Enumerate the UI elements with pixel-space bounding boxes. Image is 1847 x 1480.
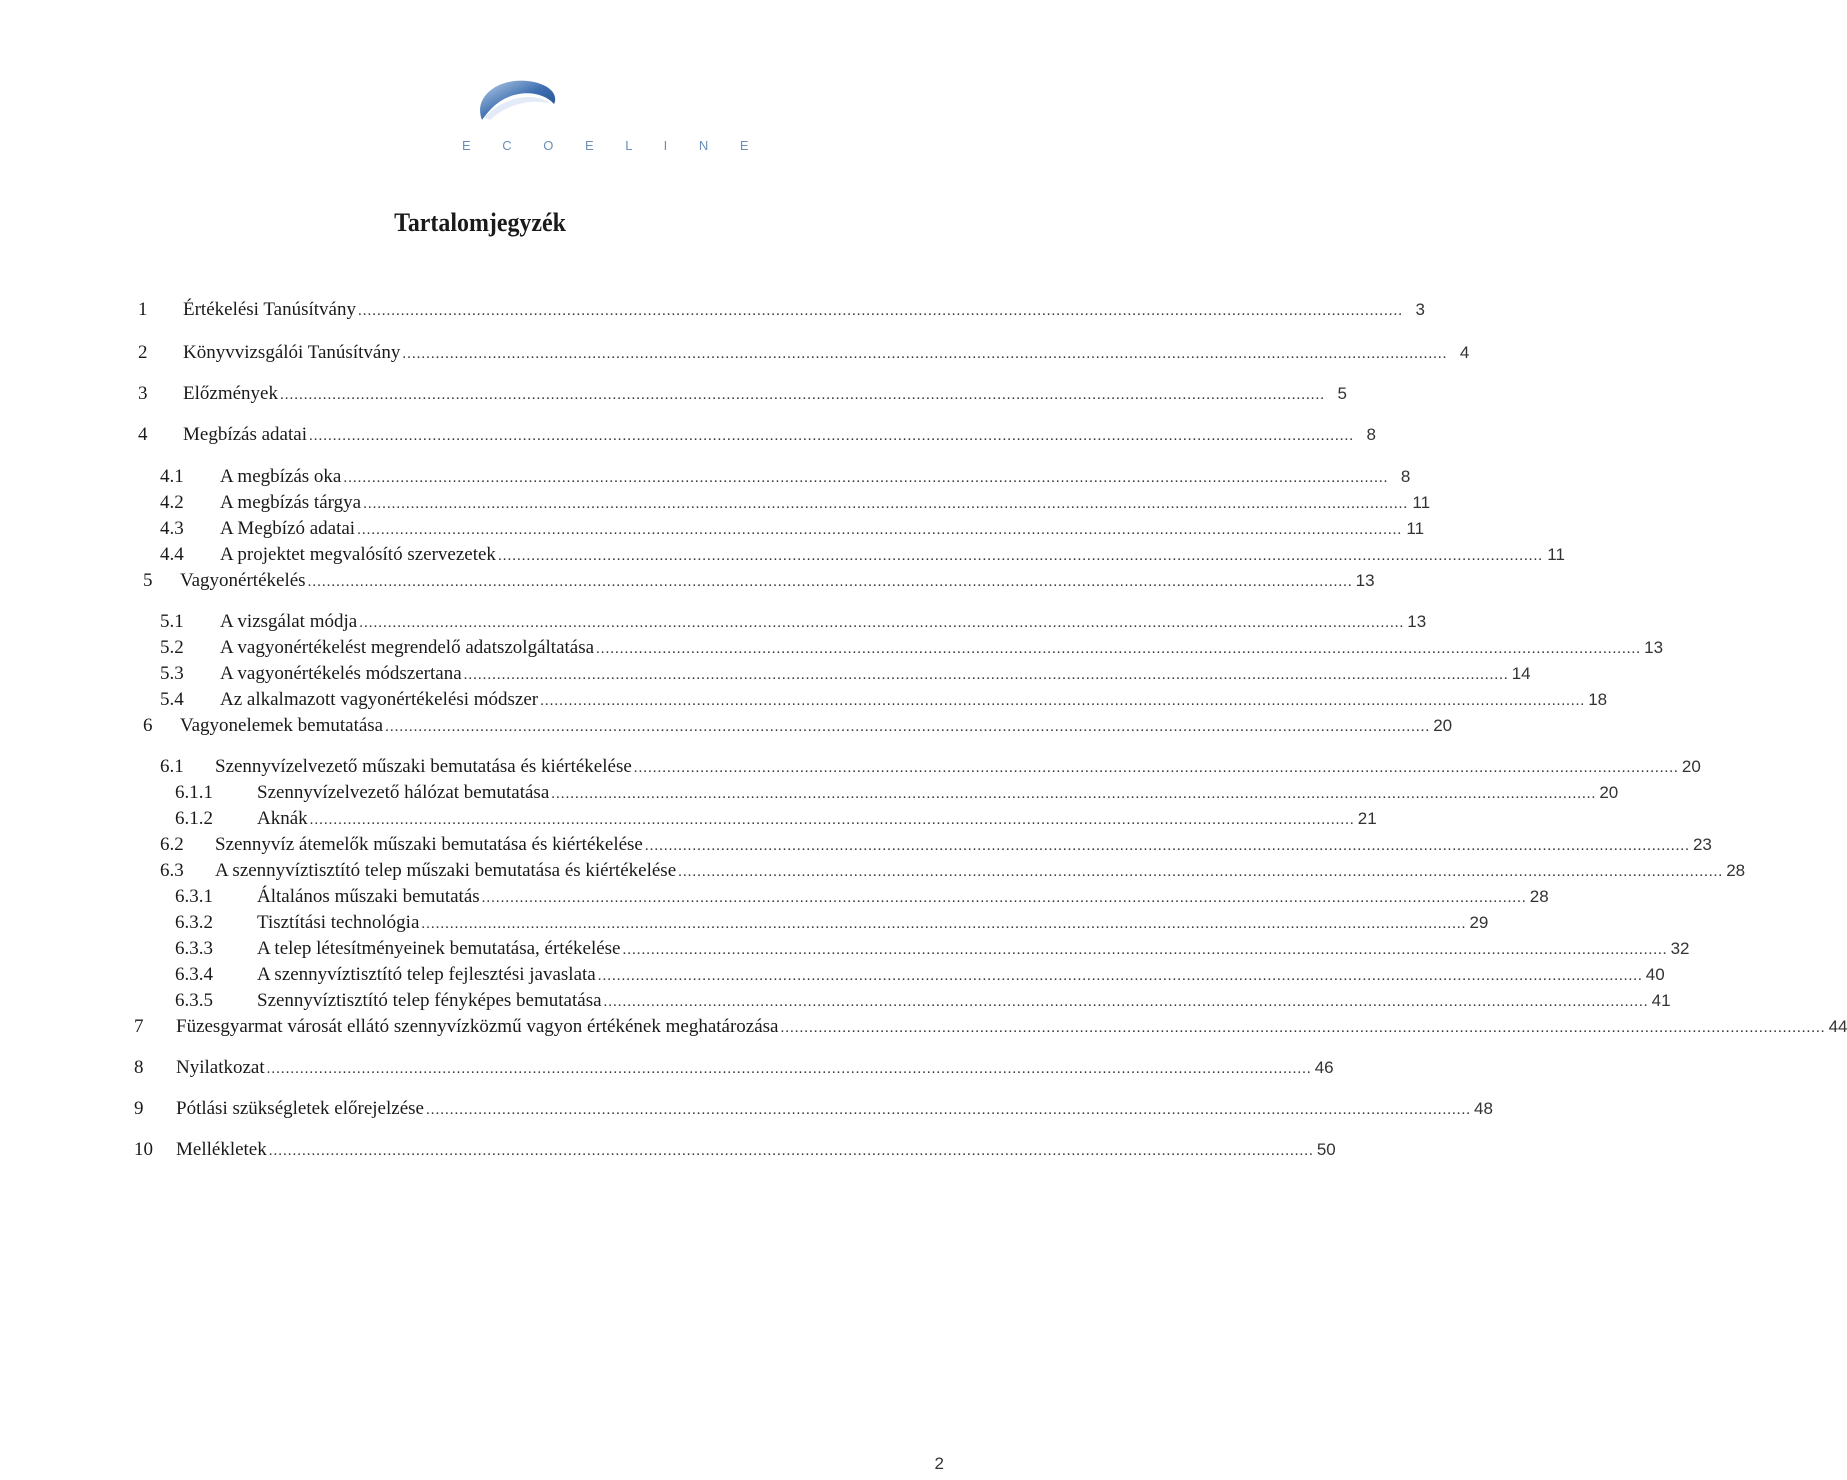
toc-entry-number: 4: [138, 424, 148, 445]
toc-entry-label: Szennyvízelvezető műszaki bemutatása és kiértékelése: [215, 756, 632, 777]
toc-entry-label: A vagyonértékelést megrendelő adatszolgáltatása: [220, 637, 595, 658]
toc-entry-label: Aknák: [257, 808, 308, 829]
logo-wordmark: E C O E L I N E: [462, 138, 763, 153]
toc-entry-page: 44: [1828, 1017, 1847, 1036]
toc-entry-label: Szennyvízelvezető hálózat bemutatása: [257, 782, 550, 803]
dot-leader: ............................................................................................................................................................................................................................: [597, 968, 1643, 984]
toc-entry-page: 20: [1433, 716, 1453, 735]
toc-entry-label: Tisztítási technológia: [257, 912, 420, 933]
toc-entry[interactable]: [0, 661, 1531, 687]
toc-entry-label: A megbízás oka: [220, 466, 342, 487]
dot-leader: ............................................................................................................................................................................................................................: [279, 387, 1325, 403]
toc-entry-number: 4.2: [160, 492, 184, 513]
dot-leader: ............................................................................................................................................................................................................................: [463, 667, 1509, 683]
toc-entry-number: 6.1: [160, 756, 184, 777]
toc-entry-number: 1: [138, 299, 148, 320]
toc-entry-number: 5.4: [160, 689, 184, 710]
toc-entry-label: Vagyonelemek bemutatása: [180, 715, 384, 736]
dot-leader: ............................................................................................................................................................................................................................: [596, 641, 1642, 657]
dot-leader: ............................................................................................................................................................................................................................: [481, 890, 1527, 906]
toc-entry-label: A szennyvíztisztító telep műszaki bemutatása és kiértékelése: [215, 860, 677, 881]
toc-entry-page: 46: [1314, 1058, 1334, 1077]
dot-leader: ............................................................................................................................................................................................................................: [678, 864, 1724, 880]
toc-entry-number: 6.3.1: [175, 886, 213, 907]
toc-entry-number: 5.3: [160, 663, 184, 684]
dot-leader: ............................................................................................................................................................................................................................: [359, 615, 1405, 631]
toc-entry[interactable]: [0, 988, 1671, 1014]
dot-leader: ............................................................................................................................................................................................................................: [363, 496, 1409, 512]
toc-entry-number: 7: [134, 1016, 144, 1037]
dot-leader: ............................................................................................................................................................................................................................: [402, 346, 1448, 362]
toc-entry-number: 10: [134, 1139, 153, 1160]
toc-entry-page: 20: [1599, 783, 1619, 802]
toc-entry[interactable]: [0, 858, 1746, 884]
toc-entry-number: 4.4: [160, 544, 184, 565]
toc-entry[interactable]: [0, 884, 1549, 910]
dot-leader: ............................................................................................................................................................................................................................: [357, 303, 1403, 319]
toc-entry-page: 40: [1645, 965, 1665, 984]
toc-entry-page: 29: [1469, 913, 1489, 932]
toc-entry-label: A telep létesítményeinek bemutatása, értékelése: [257, 938, 621, 959]
toc-entry-number: 3: [138, 383, 148, 404]
toc-entry-number: 6.3.3: [175, 938, 213, 959]
dot-leader: ............................................................................................................................................................................................................................: [421, 916, 1467, 932]
toc-entry-page: 11: [1406, 519, 1425, 538]
toc-entry-label: A szennyvíztisztító telep fejlesztési javaslata: [257, 964, 596, 985]
toc-entry-page: 23: [1692, 835, 1712, 854]
toc-entry-number: 6.3.2: [175, 912, 213, 933]
dot-leader: ............................................................................................................................................................................................................................: [633, 760, 1679, 776]
toc-entry-page: 32: [1670, 939, 1690, 958]
toc-entry[interactable]: [0, 1096, 1493, 1122]
dot-leader: ............................................................................................................................................................................................................................: [357, 522, 1403, 538]
dot-leader: ............................................................................................................................................................................................................................: [266, 1061, 1312, 1077]
toc-entry[interactable]: [0, 936, 1690, 962]
toc-entry-number: 6.1.1: [175, 782, 213, 803]
toc-entry-page: 14: [1511, 664, 1531, 683]
toc-entry-label: A vizsgálat módja: [220, 611, 358, 632]
toc-entry-page: 4: [1459, 343, 1470, 362]
toc-entry[interactable]: [0, 1137, 1336, 1163]
toc-entry-label: A vagyonértékelés módszertana: [220, 663, 462, 684]
dot-leader: ............................................................................................................................................................................................................................: [307, 574, 1353, 590]
dot-leader: ............................................................................................................................................................................................................................: [644, 838, 1690, 854]
dot-leader: ............................................................................................................................................................................................................................: [309, 812, 1355, 828]
toc-entry-page: 3: [1415, 300, 1425, 319]
toc-entry-number: 6.3: [160, 860, 184, 881]
toc-entry-number: 2: [138, 342, 148, 363]
toc-entry-label: Megbízás adatai: [183, 424, 307, 445]
toc-entry-label: Nyilatkozat: [176, 1057, 265, 1078]
toc-entry[interactable]: [0, 542, 1565, 568]
toc-entry-page: 13: [1644, 638, 1664, 657]
toc-entry-page: 13: [1407, 612, 1427, 631]
toc-entry-number: 6: [143, 715, 153, 736]
dot-leader: ............................................................................................................................................................................................................................: [622, 942, 1668, 958]
toc-entry-page: 21: [1357, 809, 1377, 828]
toc-entry-page: 5: [1337, 384, 1347, 403]
toc-entry-page: 13: [1355, 571, 1375, 590]
toc-entry-label: A projektet megvalósító szervezetek: [220, 544, 496, 565]
toc-entry-page: 11: [1547, 545, 1565, 564]
toc-entry-number: 9: [134, 1098, 144, 1119]
toc-entry-page: 48: [1474, 1099, 1493, 1118]
toc-entry-number: 5.2: [160, 637, 184, 658]
toc-entry[interactable]: [0, 297, 1425, 323]
toc-entry-page: 11: [1412, 493, 1431, 512]
dot-leader: ............................................................................................................................................................................................................................: [343, 470, 1389, 486]
toc-entry[interactable]: [0, 381, 1347, 407]
toc-entry[interactable]: [0, 1055, 1334, 1081]
toc-entry[interactable]: [0, 962, 1665, 988]
toc-entry[interactable]: [0, 713, 1453, 739]
toc-entry-page: 18: [1588, 690, 1608, 709]
toc-entry[interactable]: [0, 490, 1431, 516]
toc-entry[interactable]: [0, 780, 1619, 806]
toc-entry[interactable]: [0, 754, 1701, 780]
page-number: 2: [934, 1454, 944, 1473]
toc-entry[interactable]: [0, 340, 1470, 366]
toc-entry[interactable]: [0, 568, 1375, 594]
toc-entry-number: 4.3: [160, 518, 184, 539]
toc-entry[interactable]: [0, 422, 1376, 448]
toc-entry-number: 6.3.4: [175, 964, 213, 985]
toc-entry[interactable]: [0, 687, 1608, 713]
toc-entry-label: Az alkalmazott vagyonértékelési módszer: [220, 689, 539, 710]
toc-entry-label: Füzesgyarmat városát ellátó szennyvízközmű vagyon értékének meghatározása: [176, 1016, 779, 1037]
toc-entry[interactable]: [0, 635, 1664, 661]
toc-entry-page: 8: [1400, 467, 1411, 486]
dot-leader: ............................................................................................................................................................................................................................: [780, 1020, 1826, 1036]
toc-entry-label: Szennyvíz átemelők műszaki bemutatása és kiértékelése: [215, 834, 643, 855]
toc-entry-number: 5.1: [160, 611, 184, 632]
dot-leader: ............................................................................................................................................................................................................................: [603, 994, 1649, 1010]
toc-entry-label: A Megbízó adatai: [220, 518, 356, 539]
toc-entry-page: 28: [1726, 861, 1746, 880]
toc-entry[interactable]: [0, 609, 1427, 635]
toc-entry[interactable]: [0, 910, 1489, 936]
toc-entry[interactable]: [0, 516, 1425, 542]
toc-entry-label: Mellékletek: [176, 1139, 267, 1160]
toc-entry-label: Értékelési Tanúsítvány: [183, 299, 356, 320]
toc-entry-page: 50: [1316, 1140, 1336, 1159]
toc-entry[interactable]: [0, 464, 1411, 490]
toc-entry-number: 6.3.5: [175, 990, 213, 1011]
toc-entry-label: Szennyvíztisztító telep fényképes bemutatása: [257, 990, 602, 1011]
toc-entry-label: Előzmények: [183, 383, 278, 404]
toc-entry-page: 20: [1681, 757, 1701, 776]
dot-leader: ............................................................................................................................................................................................................................: [268, 1143, 1314, 1159]
toc-entry[interactable]: [0, 1014, 1847, 1040]
toc-entry-page: 41: [1651, 991, 1671, 1010]
dot-leader: ............................................................................................................................................................................................................................: [551, 786, 1597, 802]
toc-entry-number: 6.2: [160, 834, 184, 855]
dot-leader: ............................................................................................................................................................................................................................: [540, 693, 1586, 709]
toc-entry[interactable]: [0, 832, 1712, 858]
toc-entry[interactable]: [0, 806, 1377, 832]
toc-entry-label: Vagyonértékelés: [180, 570, 306, 591]
dot-leader: ............................................................................................................................................................................................................................: [308, 428, 1354, 444]
toc-entry-page: 28: [1529, 887, 1549, 906]
dot-leader: ............................................................................................................................................................................................................................: [497, 548, 1543, 564]
toc-entry-number: 8: [134, 1057, 144, 1078]
toc-entry-label: Könyvvizsgálói Tanúsítvány: [183, 342, 401, 363]
toc-entry-label: Pótlási szükségletek előrejelzése: [176, 1098, 424, 1119]
toc-title: Tartalomjegyzék: [394, 208, 566, 237]
toc-entry-page: 8: [1366, 425, 1376, 444]
toc-entry-label: Általános műszaki bemutatás: [257, 886, 480, 907]
toc-entry-number: 5: [143, 570, 153, 591]
toc-entry-number: 4.1: [160, 466, 184, 487]
dot-leader: ............................................................................................................................................................................................................................: [385, 719, 1431, 735]
toc-entry-label: A megbízás tárgya: [220, 492, 362, 513]
dot-leader: ............................................................................................................................................................................................................................: [425, 1102, 1471, 1118]
toc-entry-number: 6.1.2: [175, 808, 213, 829]
